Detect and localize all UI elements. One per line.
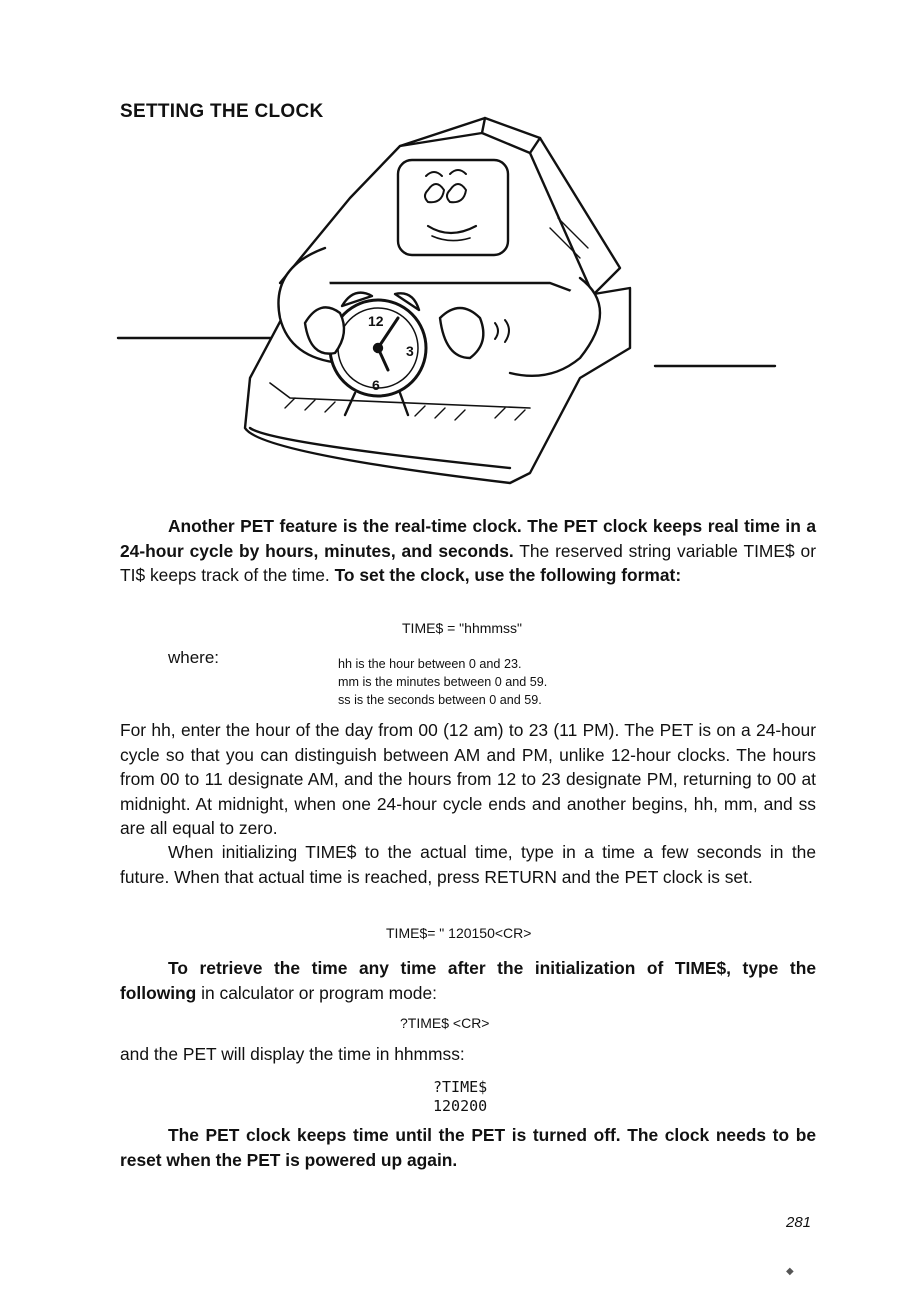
- closing-paragraph: The PET clock keeps time until the PET is turned off. The clock needs to be reset when the PET is powered up again.: [120, 1125, 816, 1170]
- definition-mm: mm is the minutes between 0 and 59.: [338, 675, 548, 689]
- retrieve-paragraph: [120, 956, 816, 1005]
- intro-bold-2: To set the clock, use the following format:: [334, 565, 682, 586]
- definition-ss: ss is the seconds between 0 and 59.: [338, 693, 542, 707]
- retrieve-bold: To retrieve the time any time after the initialization of TIME$, type the following: [120, 958, 816, 1003]
- display-paragraph: and the PET will display the time in hhmmss:: [120, 1044, 465, 1064]
- print-mark-icon: ◆: [786, 1266, 794, 1277]
- initialize-paragraph: When initializing TIME$ to the actual time, type in a time a few seconds in the future. When that actual time is reached, press RETURN and the PET clock is set.: [120, 842, 816, 887]
- intro-bold-1: Another PET feature is the real-time clock. The PET clock keeps real time in a 24-hour cycle by hours, minutes, and seconds.: [120, 516, 816, 561]
- screen-output-line-1: ?TIME$: [433, 1078, 488, 1096]
- clock-number-12: 12: [368, 313, 384, 329]
- hours-paragraph: For hh, enter the hour of the day from 00 (12 am) to 23 (11 PM). The PET is on a 24-hour cycle so that you can distinguish between AM and PM, unlike 12-hour clocks. The hours from 00 to 11 designate AM, and the hours from 12 to 23 designate PM, returning to 00 at midnight. At midnight, when one 24-hour cycle ends and another begins, hh, mm, and ss are all equal to zero.: [120, 720, 816, 839]
- time-format-line: TIME$ = "hhmmss": [402, 620, 523, 636]
- clock-number-3: 3: [406, 343, 414, 359]
- retrieve-text: in calculator or program mode:: [196, 982, 437, 1003]
- clock-number-6: 6: [372, 377, 380, 393]
- where-label: where:: [168, 648, 220, 667]
- query-time-example: ?TIME$ <CR>: [400, 1015, 490, 1031]
- definition-hh: hh is the hour between 0 and 23.: [338, 657, 522, 671]
- intro-paragraph: [120, 514, 816, 588]
- screen-output-line-2: 120200: [433, 1097, 488, 1115]
- intro-text-1: The reserved string variable TIME$ or TI$ keeps track of the time.: [120, 540, 816, 586]
- page-heading: SETTING THE CLOCK: [120, 101, 324, 122]
- computer-holding-clock-illustration: [110, 108, 810, 493]
- definition-list: [338, 655, 547, 709]
- page-number: 281: [786, 1214, 812, 1231]
- screen-output: [433, 1078, 487, 1116]
- set-time-example: TIME$= " 120150<CR>: [386, 925, 532, 941]
